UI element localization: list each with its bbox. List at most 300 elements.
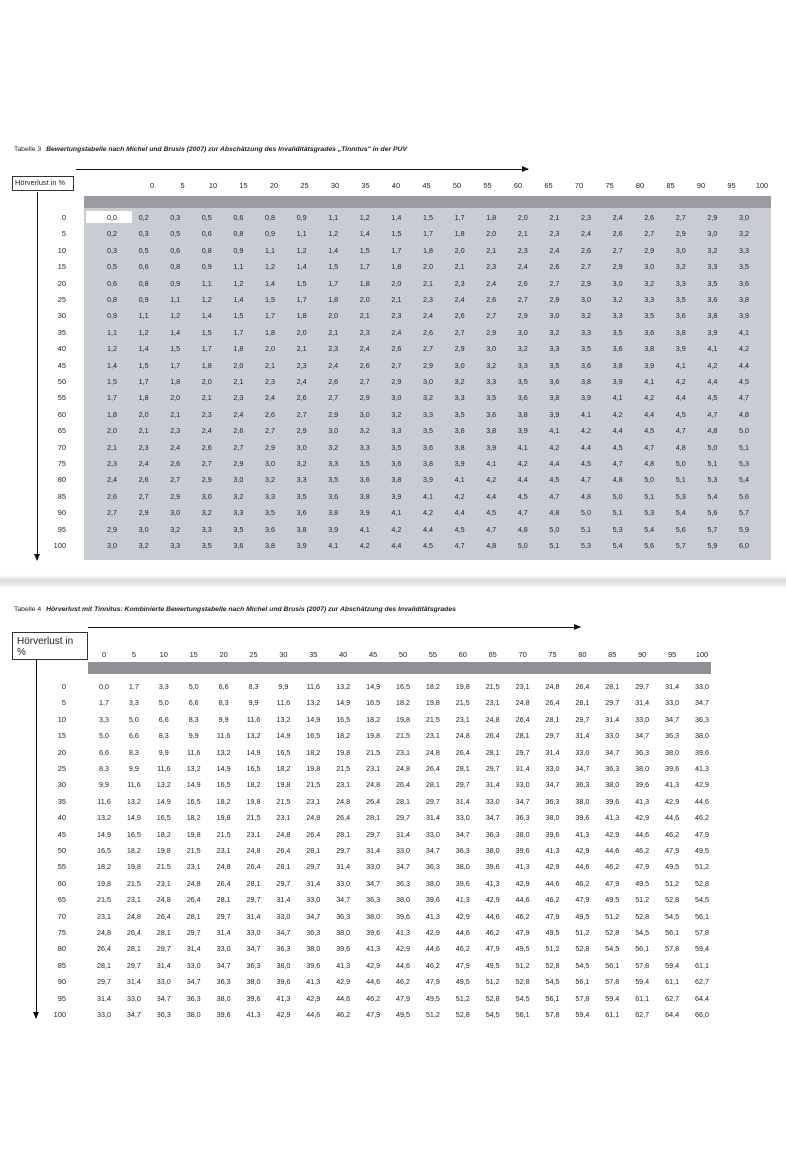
- table3-cell: 2,1: [359, 311, 370, 321]
- table3-cell: 2,7: [486, 311, 497, 321]
- table4-cell: 44,6: [545, 878, 560, 888]
- table3-cell: 2,0: [391, 278, 402, 288]
- table4-cell: 44,6: [366, 977, 381, 987]
- table3-cell: 4,1: [707, 344, 718, 354]
- table4-cell: 39,6: [635, 780, 650, 790]
- table3-row-label: 10: [57, 245, 66, 255]
- table4-cell: 33,0: [455, 813, 470, 823]
- table4-column-header: 10: [159, 650, 168, 659]
- table3-cell: 4,8: [675, 442, 686, 452]
- table3-column-header: 65: [544, 181, 553, 190]
- table3-cell: 1,5: [328, 262, 339, 272]
- table4-cell: 38,0: [575, 796, 590, 806]
- table3-cell: 3,5: [612, 327, 623, 337]
- table3-cell: 5,0: [675, 459, 686, 468]
- table3-cell: 4,5: [675, 409, 686, 419]
- table3-cell: 1,7: [391, 245, 402, 255]
- table4-cell: 23,1: [246, 829, 261, 839]
- table4-cell: 39,6: [276, 977, 291, 987]
- table3-cell: 4,1: [549, 426, 560, 436]
- table4-cell: 31,4: [515, 764, 530, 773]
- table3-cell: 5,4: [739, 475, 749, 485]
- table3-row-arrow: [37, 192, 38, 560]
- table4-cell: 9,9: [99, 780, 109, 790]
- table3-cell: 2,3: [233, 393, 244, 403]
- table3-column-header: 10: [208, 181, 218, 190]
- table4-column-header: 15: [189, 650, 198, 659]
- table4-cell: 39,6: [575, 813, 590, 823]
- table4-cell: 34,7: [126, 1010, 141, 1019]
- table3-cell: 4,8: [739, 409, 749, 419]
- table4-cell: 18,2: [396, 698, 410, 708]
- table4-cell: 61,1: [665, 977, 680, 987]
- table4-cell: 56,1: [575, 977, 590, 987]
- table4-cell: 29,7: [515, 747, 530, 757]
- table4-cell: 8,3: [188, 714, 199, 724]
- table4-cell: 26,4: [186, 895, 201, 905]
- table4-cell: 54,5: [545, 977, 560, 987]
- table3-cell: 3,3: [170, 541, 181, 550]
- table4-cell: 47,9: [695, 829, 709, 839]
- table3-cell: 0,8: [201, 245, 212, 255]
- table3-cell: 2,1: [486, 245, 497, 255]
- table4-cell: 31,4: [665, 682, 680, 691]
- table3-cell: 3,2: [675, 262, 686, 272]
- table4-cell: 34,7: [246, 944, 261, 954]
- table4-cell: 5,0: [99, 731, 109, 741]
- table3-cell: 2,4: [265, 393, 275, 403]
- table4-cell: 13,2: [97, 813, 111, 823]
- table3-cell: 4,2: [454, 491, 465, 501]
- table4-column-header: 20: [219, 650, 228, 659]
- table3-cell: 3,5: [265, 508, 275, 518]
- table3-cell: 3,5: [233, 524, 244, 534]
- table3-cell: 3,8: [454, 442, 465, 452]
- table3-cell: 4,2: [612, 409, 623, 419]
- table4-cell: 23,1: [455, 714, 470, 724]
- table3-cell: 2,7: [644, 229, 655, 239]
- table3-cell: 3,2: [201, 508, 212, 518]
- table3-cell: 3,8: [296, 524, 307, 534]
- table4-row-label: 15: [57, 731, 66, 741]
- table3-cell: 0,5: [138, 245, 149, 255]
- table3-cell: 3,9: [675, 344, 686, 354]
- table3-cell: 1,8: [359, 278, 370, 288]
- table4-cell: 24,8: [186, 878, 201, 888]
- table3-cell: 5,1: [739, 442, 749, 452]
- table3-row-label: 30: [57, 311, 66, 321]
- table4-cell: 41,3: [635, 796, 650, 806]
- table4-cell: 5,0: [188, 682, 199, 691]
- table3-cell: 2,9: [296, 426, 307, 436]
- page-divider: [0, 575, 786, 587]
- table4-cell: 6,6: [128, 731, 139, 741]
- table3-cell: 3,0: [549, 311, 560, 321]
- table4-cell: 59,4: [605, 993, 620, 1003]
- table3-cell: 0,8: [170, 262, 181, 272]
- table3-cell: 2,7: [391, 360, 402, 370]
- table4-row-label: 10: [57, 714, 66, 724]
- table4-cell: 33,0: [396, 846, 410, 855]
- table3-cell: 3,0: [170, 508, 181, 518]
- table3-cell: 2,6: [391, 344, 402, 354]
- table3-cell: 3,0: [359, 409, 370, 419]
- table4-row-label: 20: [57, 747, 66, 757]
- table4-cell: 44,6: [306, 1010, 321, 1019]
- table3-cell: 4,1: [644, 377, 655, 386]
- table4-cell: 47,9: [515, 928, 530, 937]
- table4-cell: 52,8: [545, 960, 560, 970]
- table3-cell: 5,0: [612, 491, 623, 501]
- table3-cell: 2,0: [201, 377, 212, 386]
- table4-cell: 42,9: [575, 846, 590, 855]
- table4-cell: 31,4: [605, 714, 620, 724]
- table3-cell: 3,8: [265, 541, 275, 550]
- table3-cell: 4,2: [707, 360, 718, 370]
- table3-column-header: 95: [727, 181, 736, 190]
- table4-cell: 28,1: [156, 928, 171, 937]
- table3-cell: 2,9: [170, 491, 181, 501]
- table4-header-label: Hörverlust in %: [12, 632, 88, 660]
- table4-cell: 14,9: [246, 747, 261, 757]
- table4-cell: 61,1: [605, 1010, 620, 1019]
- table4-cell: 54,5: [575, 960, 590, 970]
- table3-cell: 1,7: [233, 327, 244, 337]
- table4-cell: 38,0: [605, 780, 620, 790]
- table3-cell: 2,4: [296, 377, 307, 386]
- table4-cell: 19,8: [97, 878, 111, 888]
- table3-cell: 4,8: [644, 459, 655, 468]
- table4-cell: 19,8: [336, 747, 351, 757]
- table3-cell: 4,1: [517, 442, 528, 452]
- table3-cell: 1,4: [265, 278, 275, 288]
- table3-cell: 5,1: [675, 475, 686, 485]
- table4-cell: 13,2: [306, 698, 321, 708]
- table4-cell: 42,9: [336, 977, 351, 987]
- table3-row-label: 55: [57, 393, 66, 403]
- table4-cell: 47,9: [575, 895, 590, 905]
- table4-cell: 16,5: [336, 714, 351, 724]
- table4-cell: 51,2: [665, 878, 680, 888]
- table4-cell: 3,3: [99, 714, 109, 724]
- table3-cell: 1,8: [107, 409, 117, 419]
- table3-cell: 3,9: [707, 327, 718, 337]
- table3-cell: 2,6: [170, 459, 181, 468]
- table3-cell: 5,3: [675, 491, 686, 501]
- table3-cell: 3,0: [138, 524, 149, 534]
- table4-cell: 28,1: [485, 747, 500, 757]
- table3-cell: 2,3: [170, 426, 181, 436]
- table4-cell: 28,1: [246, 878, 261, 888]
- table3-cell: 0,9: [170, 278, 181, 288]
- table3-cell: 1,1: [170, 295, 181, 304]
- table3-cell: 2,1: [170, 409, 181, 419]
- table3-cell: 5,4: [707, 491, 718, 501]
- table3-cell: 3,5: [359, 459, 370, 468]
- table4-cell: 9,9: [248, 698, 259, 708]
- table4-cell: 29,7: [336, 846, 351, 855]
- table3-cell: 3,6: [707, 295, 718, 304]
- table4-cell: 29,7: [306, 862, 321, 872]
- table3-cell: 2,3: [454, 278, 465, 288]
- table3-cell: 4,2: [391, 524, 402, 534]
- table4-cell: 36,3: [605, 764, 620, 773]
- table4-cell: 24,8: [455, 731, 470, 741]
- table3-cell: 1,8: [328, 295, 339, 304]
- table3-cell: 1,1: [107, 327, 117, 337]
- table3-cell: 2,7: [359, 377, 370, 386]
- table3-cell: 0,3: [138, 229, 149, 239]
- table3-cell: 3,6: [644, 327, 655, 337]
- table3-cell: 3,5: [644, 311, 655, 321]
- table3-cell: 3,5: [739, 262, 749, 272]
- table3-cell: 2,9: [265, 442, 275, 452]
- table3-row-label: 85: [57, 491, 66, 501]
- table3-cell: 2,6: [517, 278, 528, 288]
- table4-cell: 11,6: [97, 796, 111, 806]
- table4-cell: 23,1: [97, 911, 111, 921]
- table3-cell: 3,6: [581, 360, 591, 370]
- table3-cell: 3,5: [486, 393, 497, 403]
- table4-column-header: 85: [608, 650, 617, 659]
- table4-cell: 26,4: [97, 944, 111, 954]
- table3-caption: [14, 146, 407, 153]
- table4-cell: 19,8: [186, 829, 201, 839]
- table4-cell: 34,7: [575, 764, 590, 773]
- table3-column-header: 85: [666, 181, 675, 190]
- table4-cell: 51,2: [545, 944, 560, 954]
- table4-cell: 51,2: [425, 1010, 440, 1019]
- table3-cell: 2,9: [201, 475, 212, 485]
- table3-row-label: 35: [57, 327, 66, 337]
- table4-cell: 33,0: [366, 862, 381, 872]
- table3-cell: 2,4: [170, 442, 181, 452]
- table3-cell: 5,1: [581, 524, 591, 534]
- table4-cell: 19,8: [455, 682, 470, 691]
- table4-cell: 28,1: [366, 813, 381, 823]
- table4-cell: 18,2: [216, 796, 231, 806]
- table3-cell: 4,2: [581, 426, 591, 436]
- table4-cell: 36,3: [425, 862, 440, 872]
- table3-cell: 2,1: [423, 278, 433, 288]
- table4-row-label: 30: [57, 780, 66, 790]
- table3-cell: 1,5: [423, 213, 433, 222]
- table3-cell: 4,1: [675, 360, 686, 370]
- table4-row-label: 60: [57, 878, 66, 888]
- table3-cell: 3,8: [707, 311, 718, 321]
- table3-cell: 4,5: [454, 524, 465, 534]
- table4-cell: 11,6: [186, 747, 201, 757]
- table3-cell: 2,0: [138, 409, 149, 419]
- table4-cell: 31,4: [216, 928, 231, 937]
- table3-cell: 2,1: [296, 344, 307, 354]
- table4-cell: 46,2: [575, 878, 590, 888]
- table3-column-header: 70: [574, 181, 584, 190]
- table4-cell: 57,8: [635, 960, 650, 970]
- table4-cell: 51,2: [605, 911, 620, 921]
- table4-column-header: 5: [131, 650, 136, 659]
- table4-cell: 62,7: [665, 993, 680, 1003]
- table3-cell: 1,8: [233, 344, 244, 354]
- table3-cell: 1,2: [107, 344, 117, 354]
- table4-row-arrow: [36, 660, 37, 1018]
- table3-cell: 3,0: [265, 459, 275, 468]
- table4-cell: 51,2: [635, 895, 650, 905]
- table3-cell: 3,3: [581, 327, 591, 337]
- table3-cell: 3,9: [549, 409, 560, 419]
- table4-cell: 24,8: [515, 698, 530, 708]
- table4-cell: 51,2: [515, 960, 530, 970]
- table4-cell: 13,2: [336, 682, 351, 691]
- table4-cell: 54,5: [605, 944, 620, 954]
- table4-cell: 13,2: [276, 714, 291, 724]
- table3-cell: 2,1: [138, 426, 149, 436]
- table3-cell: 2,0: [359, 295, 370, 304]
- table4-cell: 28,1: [425, 780, 440, 790]
- table3-cell: 2,6: [549, 262, 560, 272]
- table4-row-label: 35: [57, 796, 66, 806]
- table4-column-header: 40: [339, 650, 348, 659]
- table3-cell: 2,9: [517, 311, 528, 321]
- table4-cell: 18,2: [246, 780, 261, 790]
- table3-cell: 3,9: [612, 377, 623, 386]
- table3-column-arrow: [76, 169, 528, 170]
- table3-cell: 2,9: [486, 327, 497, 337]
- table3-cell: 0,6: [170, 245, 181, 255]
- table4-cell: 38,0: [246, 977, 261, 987]
- table4-cell: 39,6: [246, 993, 261, 1003]
- table3-cell: 3,2: [707, 245, 718, 255]
- table4-cell: 9,9: [218, 714, 229, 724]
- table4-cell: 49,5: [455, 977, 470, 987]
- table3-cell: 4,1: [359, 524, 370, 534]
- table4-cell: 18,2: [425, 682, 440, 691]
- table3-cell: 3,3: [201, 524, 212, 534]
- table4-cell: 13,2: [246, 731, 261, 741]
- table3-cell: 0,8: [265, 213, 275, 222]
- table3-cell: 2,6: [107, 491, 117, 501]
- table4-row-label: 80: [57, 944, 66, 954]
- table3-cell: 4,7: [517, 508, 528, 518]
- table3-cell: 2,9: [644, 245, 655, 255]
- table4-cell: 33,0: [336, 878, 351, 888]
- table3-cell: 3,5: [549, 360, 560, 370]
- table4-cell: 26,4: [366, 796, 381, 806]
- table3-cell: 0,5: [107, 262, 117, 272]
- table3-cell: 2,9: [423, 360, 433, 370]
- table3-cell: 0,9: [233, 245, 244, 255]
- table3-cell: 5,1: [644, 491, 655, 501]
- table3-cell: 3,6: [359, 475, 370, 485]
- table4-cell: 23,1: [306, 796, 321, 806]
- table3-cell: 3,9: [296, 541, 307, 550]
- table4-cell: 29,7: [575, 714, 590, 724]
- table3-cell: 3,9: [517, 426, 528, 436]
- table3-cell: 6,0: [739, 541, 749, 550]
- table3-cell: 4,2: [423, 508, 433, 518]
- table3-cell: 3,9: [423, 475, 433, 485]
- table4-cell: 9,9: [278, 682, 289, 691]
- table3-cell: 2,9: [454, 344, 465, 354]
- table4-column-header: 75: [548, 650, 557, 659]
- table4-column-header: 70: [518, 650, 527, 659]
- table3-cell: 2,0: [423, 262, 433, 272]
- table4-cell: 18,2: [336, 731, 351, 741]
- table4-column-header: 60: [458, 650, 467, 659]
- table4-cell: 21,5: [425, 714, 440, 724]
- table4-cell: 24,8: [126, 911, 141, 921]
- table3-column-header: 90: [696, 181, 706, 190]
- table4-cell: 41,3: [276, 993, 291, 1003]
- table3-cell: 3,9: [359, 508, 370, 518]
- table3-cell: 2,6: [265, 409, 275, 419]
- table4-cell: 44,6: [515, 895, 530, 905]
- table4-cell: 42,9: [455, 911, 470, 921]
- table4-cell: 6,6: [218, 682, 229, 691]
- table3-cell: 2,7: [328, 393, 339, 403]
- table4-cell: 39,6: [515, 846, 530, 855]
- table3-cell: 2,6: [644, 213, 655, 222]
- table3-cell: 3,8: [391, 475, 402, 485]
- table4-cell: 59,4: [635, 977, 650, 987]
- table4-cell: 41,3: [515, 862, 530, 872]
- table3-cell: 5,0: [581, 508, 591, 518]
- table4-cell: 21,5: [97, 895, 111, 905]
- table4-cell: 31,4: [366, 846, 381, 855]
- table4-row-label: 0: [61, 682, 66, 691]
- table4-cell: 14,9: [126, 813, 141, 823]
- table4-cell: 19,8: [276, 780, 291, 790]
- table3-cell: 2,7: [107, 508, 117, 518]
- table3-cell: 3,6: [675, 311, 686, 321]
- table4-cell: 57,8: [575, 993, 590, 1003]
- table4-cell: 54,5: [635, 928, 650, 937]
- table3-cell: 2,4: [486, 278, 497, 288]
- table3-cell: 1,5: [201, 327, 212, 337]
- table4-cell: 33,0: [515, 780, 530, 790]
- table4-cell: 21,5: [485, 682, 500, 691]
- table4-cell: 41,3: [246, 1010, 261, 1019]
- table4-cell: 42,9: [545, 862, 560, 872]
- table4-cell: 29,7: [97, 977, 111, 987]
- table3-cell: 3,3: [644, 295, 655, 304]
- table4-cell: 39,6: [605, 796, 620, 806]
- table3-cell: 4,8: [581, 491, 591, 501]
- table3-column-header: 20: [269, 181, 279, 190]
- table3-cell: 3,5: [517, 377, 528, 386]
- table3-cell: 0,9: [265, 229, 275, 239]
- table3-cell: 2,0: [328, 311, 339, 321]
- table4-cell: 16,5: [276, 747, 291, 757]
- table4-cell: 28,1: [126, 944, 141, 954]
- table3-cell: 2,0: [454, 245, 465, 255]
- table3-cell: 3,9: [486, 442, 497, 452]
- table3-cell: 0,5: [170, 229, 181, 239]
- table4-cell: 19,8: [216, 813, 231, 823]
- table3-cell: 3,0: [454, 360, 465, 370]
- table4-cell: 18,2: [366, 714, 381, 724]
- table4-cell: 51,2: [695, 862, 709, 872]
- table4-cell: 24,8: [276, 829, 291, 839]
- table4-cell: 16,5: [216, 780, 231, 790]
- table4-cell: 57,8: [695, 928, 709, 937]
- table4-cell: 5,0: [128, 714, 139, 724]
- table3-cell: 1,4: [170, 327, 181, 337]
- table3-cell: 2,4: [549, 245, 560, 255]
- table4-cell: 52,8: [515, 977, 530, 987]
- table4-cell: 64,4: [665, 1010, 680, 1019]
- table4-cell: 28,1: [575, 698, 590, 708]
